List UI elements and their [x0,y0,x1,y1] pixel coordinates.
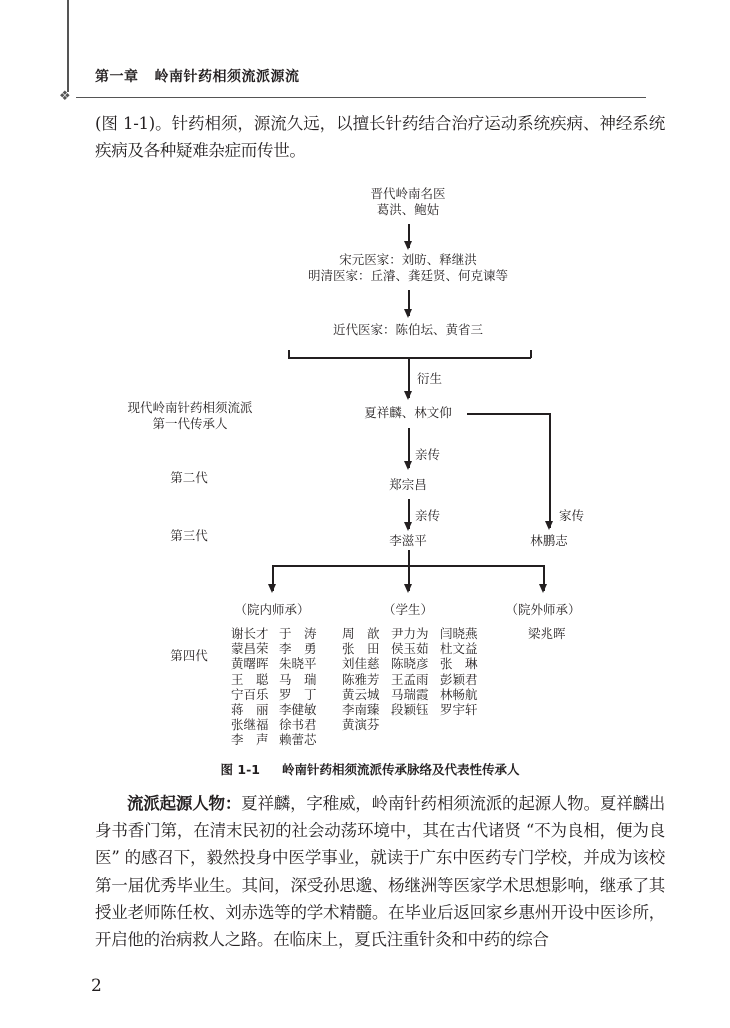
running-header [95,66,316,86]
paragraph [95,790,665,953]
node-jin-title: 晋代岭南名医 [370,186,446,201]
inheritor-name: 彭颖君 [440,671,478,687]
inheritor-name: 张继福 [231,717,269,733]
inheritor-name: 梁兆晖 [528,626,566,641]
arrow-down [408,565,410,591]
arrow-down [272,565,274,591]
arrow-down [549,413,551,528]
connector [467,413,550,415]
inheritor-name: 陈雅芳 [342,671,380,687]
arrow-down [408,290,410,316]
node-gen3-main: 李滋平 [389,533,427,548]
caption-number: 图 1-1 [220,762,260,777]
node-gen3-family: 林鹏志 [530,533,568,548]
inheritor-name: 周 歆 [342,626,380,641]
inheritor-name: 黄曙晖 [231,656,269,672]
inheritor-name: 李南臻 [342,702,380,718]
inheritor-name: 谢长才 [231,626,269,641]
group-students-label: （学生） [382,602,434,617]
inheritor-name: 陈晓彦 [391,656,429,672]
inheritor-name: 李 声 [231,732,269,748]
node-songyuan: 宋元医家：刘昉、释继洪 [339,252,477,267]
inheritor-name: 朱晓平 [279,656,317,672]
inheritor-name: 段颖钰 [391,702,429,718]
group-external-label: （院外师承） [505,602,581,617]
chapter-number: 第一章 [95,69,139,85]
header-rule [76,97,646,98]
inheritor-name: 杜文益 [440,641,478,657]
inheritor-name: 张 田 [342,641,380,657]
inheritor-name: 黄演芬 [342,717,380,733]
gen4-label: 第四代 [170,648,208,663]
label-qinchuan-1: 亲传 [415,447,441,462]
node-jin-names: 葛洪、鲍姑 [376,202,440,217]
internal-col-1 [231,626,269,748]
internal-col-2 [279,626,317,748]
intro-text: (图 1-1)。针药相须，源流久远，以擅长针药结合治疗运动系统疾病、神经系统疾病及各种疑难杂症而传世。 [95,114,665,160]
arrow-down [543,565,545,591]
group-internal-label: （院内师承） [234,602,310,617]
inheritor-name: 马 瑞 [279,671,317,687]
inheritor-name: 刘佳慈 [342,656,380,672]
node-gen1: 夏祥麟、林文仰 [364,405,452,420]
label-qinchuan-2: 亲传 [415,508,441,523]
inheritor-name: 李健敏 [279,702,317,718]
inheritor-name: 王 聪 [231,671,269,687]
inheritor-name: 林畅航 [440,686,478,702]
gen1-label-sub: 第一代传承人 [152,416,228,431]
inheritor-name: 徐书君 [279,717,317,733]
gen1-label: 现代岭南针药相须流派 [127,400,253,415]
arrow-down [408,358,410,398]
node-gen2: 郑宗昌 [389,477,427,492]
inheritor-name: 王孟雨 [391,671,429,687]
gen2-label: 第二代 [170,470,208,485]
paragraph-text: 夏祥麟，字稚威，岭南针药相须流派的起源人物。夏祥麟出身书香门第，在清末民初的社会动荡环境中，其在古代诸贤 “不为良相，便为良医” 的感召下，毅然投身中医学事业，就读于广东中医药专门学校，并成为该校第一届优秀毕业生。其间，深受孙思邈、杨继洲等医家学术思想影响，继承了其授业老师陈任枚、刘赤选等的学术精髓。在毕业后返回家乡惠州开设中医诊所，开启他的治病救人之路。在临床上，夏氏注重针灸和中药的综合 [95,794,666,950]
students-col-2 [391,626,429,717]
external-col-1 [528,626,566,641]
students-col-3 [440,626,478,717]
inheritor-name: 马瑞霞 [391,686,429,702]
inheritor-name: 于 涛 [279,626,317,641]
inheritor-name: 蒋 丽 [231,702,269,718]
students-col-1 [342,626,380,732]
inheritor-name: 尹力为 [391,626,429,641]
arrow-down [408,499,410,529]
figure-caption [0,760,730,778]
inheritor-name: 黄云城 [342,686,380,702]
connector [408,550,410,566]
inheritor-name: 罗宇轩 [440,702,478,718]
arrow-down [408,428,410,468]
inheritor-name: 蒙昌荣 [231,641,269,657]
paragraph-lead: 流派起源人物： [127,794,242,813]
gen3-label: 第三代 [170,528,208,543]
inheritor-name: 侯玉茹 [391,641,429,657]
knot-ornament-icon: ❖ [59,89,71,104]
label-jiachuan: 家传 [559,508,585,523]
chapter-title: 岭南针药相须流派源流 [154,69,300,85]
inheritor-name: 宁百乐 [231,686,269,702]
inheritor-name: 罗 丁 [279,686,317,702]
page-number: 2 [91,976,102,996]
inheritor-name: 闫晓燕 [440,626,478,641]
arrow-down [408,224,410,248]
node-mingqing: 明清医家：丘濬、龚廷贤、何克谏等 [307,268,509,283]
caption-title: 岭南针药相须流派传承脉络及代表性传承人 [281,762,520,777]
inheritor-name: 张 琳 [440,656,478,672]
margin-rule [67,0,69,92]
node-modern: 近代医家：陈伯坛、黄省三 [332,322,484,337]
inheritor-name: 赖蕾芯 [279,732,317,748]
inheritor-name: 李 勇 [279,641,317,657]
label-derive: 衍生 [417,371,443,386]
